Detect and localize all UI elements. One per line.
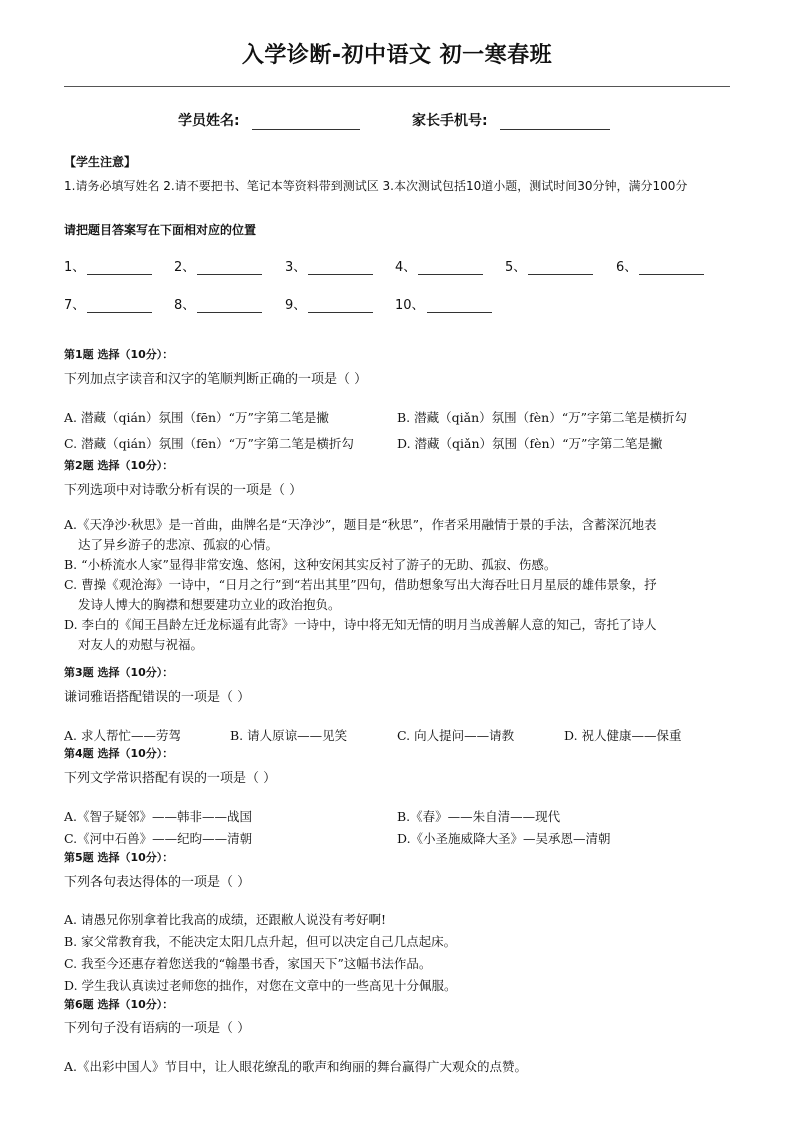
option-d[interactable]: D.《小圣施威降大圣》—吴承恩—清朝 bbox=[397, 831, 611, 846]
option-b[interactable]: B. 潜藏（qiǎn）氛围（fèn）“万”字第二笔是横折勾 bbox=[397, 410, 687, 425]
option-group bbox=[64, 515, 734, 655]
answer-slot-6[interactable]: 6、 bbox=[616, 256, 704, 275]
question-header: 第6题 选择（10分）： bbox=[64, 998, 174, 1011]
question-stem: 谦词雅语搭配错误的一项是（ ） bbox=[64, 690, 251, 705]
option-d-cont: 对友人的劝慰与祝福。 bbox=[78, 637, 204, 652]
option-c[interactable]: C. 向人提问——请教 bbox=[397, 728, 515, 743]
parent-phone-field[interactable] bbox=[412, 110, 610, 130]
answer-slot-3[interactable]: 3、 bbox=[285, 256, 373, 275]
option-d[interactable]: D. 学生我认真读过老师您的拙作，对您在文章中的一些高见十分佩服。 bbox=[64, 978, 457, 993]
option-b[interactable]: B.《春》——朱自清——现代 bbox=[397, 809, 561, 824]
option-c-cont: 发诗人博大的胸襟和想要建功立业的政治抱负。 bbox=[78, 597, 341, 612]
student-name-blank[interactable] bbox=[252, 114, 360, 130]
option-b[interactable]: B. 家父常教育我，不能决定太阳几点升起，但可以决定自己几点起床。 bbox=[64, 934, 457, 949]
option-c[interactable]: C. 潜藏（qián）氛围（fēn）“万”字第二笔是横折勾 bbox=[64, 436, 354, 451]
option-a[interactable]: A.《出彩中国人》节目中，让人眼花缭乱的歌声和绚丽的舞台赢得广大观众的点赞。 bbox=[64, 1059, 528, 1074]
answer-slot-4[interactable]: 4、 bbox=[395, 256, 483, 275]
option-a[interactable]: A. 求人帮忙——劳驾 bbox=[64, 728, 181, 743]
option-a[interactable]: A.《智子疑邻》——韩非——战国 bbox=[64, 809, 253, 824]
parent-phone-label: 家长手机号: bbox=[412, 113, 488, 129]
notice-heading: 【学生注意】 bbox=[64, 155, 137, 169]
option-c[interactable]: C. 曹操《观沧海》一诗中，“日月之行”到“若出其里”四句，借助想象写出大海吞吐日月星辰的雄伟景象，抒 bbox=[64, 577, 657, 592]
question-header: 第4题 选择（10分）： bbox=[64, 747, 174, 760]
option-b[interactable]: B. “小桥流水人家”显得非常安逸、悠闲，这种安闲其实反衬了游子的无助、孤寂、伤感。 bbox=[64, 557, 557, 572]
student-name-label: 学员姓名: bbox=[178, 113, 240, 129]
answer-slot-5[interactable]: 5、 bbox=[505, 256, 593, 275]
question-stem: 下列句子没有语病的一项是（ ） bbox=[64, 1021, 251, 1036]
option-c[interactable]: C. 我至今还惠存着您送我的“翰墨书香，家国天下”这幅书法作品。 bbox=[64, 956, 432, 971]
option-d[interactable]: D. 李白的《闻王昌龄左迁龙标遥有此寄》一诗中，诗中将无知无情的明月当成善解人意的知己，寄托了诗人 bbox=[64, 617, 657, 632]
option-d[interactable]: D. 潜藏（qiǎn）氛围（fèn）“万”字第二笔是撇 bbox=[397, 436, 663, 451]
option-a[interactable]: A. 潜藏（qián）氛围（fēn）“万”字第二笔是撇 bbox=[64, 410, 329, 425]
question-header: 第1题 选择（10分）： bbox=[64, 348, 174, 361]
option-b[interactable]: B. 请人原谅——见笑 bbox=[230, 728, 348, 743]
option-a[interactable]: A. 请愚兄你别拿着比我高的成绩，还跟敝人说没有考好啊! bbox=[64, 912, 386, 927]
answer-slot-9[interactable]: 9、 bbox=[285, 294, 373, 313]
answer-slot-10[interactable]: 10、 bbox=[395, 294, 492, 313]
option-a-cont: 达了异乡游子的悲凉、孤寂的心情。 bbox=[78, 537, 279, 552]
question-stem: 下列文学常识搭配有误的一项是（ ） bbox=[64, 771, 277, 786]
notice-text: 1.请务必填写姓名 2.请不要把书、笔记本等资料带到测试区 3.本次测试包括10道小题，测试时间30分钟，满分100分 bbox=[64, 179, 688, 193]
answer-slot-1[interactable]: 1、 bbox=[64, 256, 152, 275]
question-header: 第3题 选择（10分）： bbox=[64, 666, 174, 679]
answer-slot-7[interactable]: 7、 bbox=[64, 294, 152, 313]
question-stem: 下列各句表达得体的一项是（ ） bbox=[64, 875, 251, 890]
option-a[interactable]: A.《天净沙·秋思》是一首曲，曲牌名是“天净沙”，题目是“秋思”，作者采用融情于景的手法，含蓄深沉地表 bbox=[64, 517, 657, 532]
question-stem: 下列选项中对诗歌分析有误的一项是（ ） bbox=[64, 483, 303, 498]
parent-phone-blank[interactable] bbox=[500, 114, 610, 130]
student-name-field[interactable] bbox=[178, 110, 360, 130]
question-stem: 下列加点字读音和汉字的笔顺判断正确的一项是（ ） bbox=[64, 372, 368, 387]
answer-slot-8[interactable]: 8、 bbox=[174, 294, 262, 313]
answer-area-heading: 请把题目答案写在下面相对应的位置 bbox=[64, 223, 257, 237]
page-title: 入学诊断-初中语文 初一寒春班 bbox=[241, 43, 553, 68]
answer-slot-2[interactable]: 2、 bbox=[174, 256, 262, 275]
option-d[interactable]: D. 祝人健康——保重 bbox=[564, 728, 682, 743]
question-header: 第2题 选择（10分）： bbox=[64, 459, 174, 472]
option-c[interactable]: C.《河中石兽》——纪昀——清朝 bbox=[64, 831, 253, 846]
question-header: 第5题 选择（10分）： bbox=[64, 851, 174, 864]
title-divider bbox=[64, 86, 730, 87]
